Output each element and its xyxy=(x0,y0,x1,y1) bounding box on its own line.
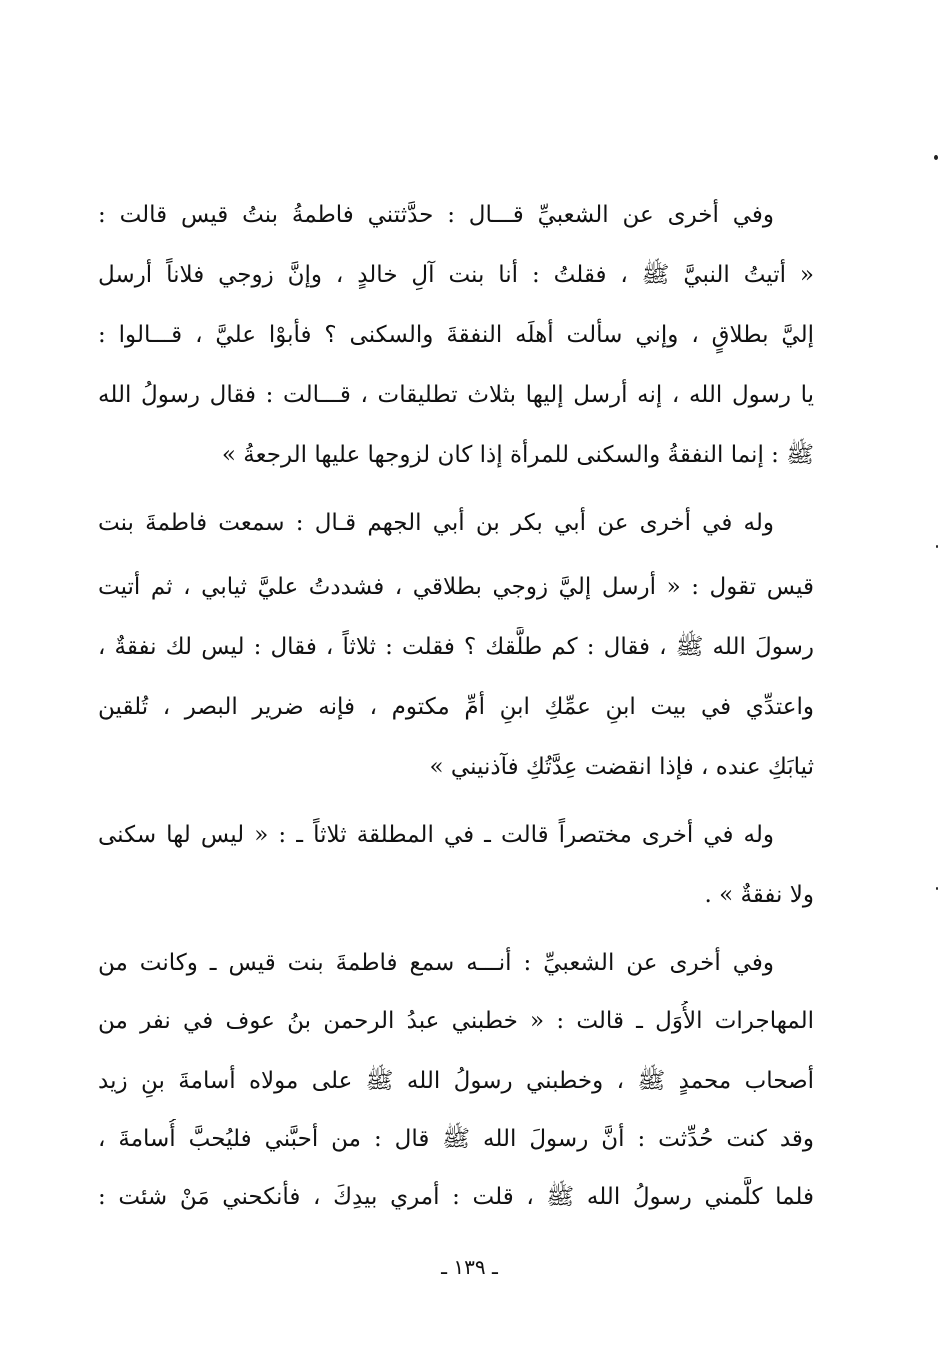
paragraph-1 xyxy=(98,195,814,475)
text-line: « أتيتُ النبيَّ ﷺ ، فقلتُ : أنا بنت آلِ خالدٍ ، وإنَّ زوجي فلاناً أرسل xyxy=(98,262,814,288)
text-line: المهاجرات الأُوَل ـ قالت : « خطبني عبدُ الرحمن بنُ عوف في نفر من xyxy=(98,1008,814,1034)
text-line: وفي أخرى عن الشعبيِّ قـــال : حدَّثتني فاطمةُ بنتُ قيس قالت : xyxy=(98,202,774,228)
text-line: يا رسول الله ، إنه أرسل إليها بثلاث تطليقات ، قـــالت : فقال رسولُ الله xyxy=(98,382,814,408)
text-line: ثيابَكِ عنده ، فإذا انقضت عِدَّتُكِ فآذنيني » xyxy=(429,754,814,780)
text-line: وله في أخرى مختصراً قالت ـ في المطلقة ثلاثاً ـ : « ليس لها سكنى xyxy=(98,822,774,848)
paragraph-3 xyxy=(98,815,814,925)
paragraph-2 xyxy=(98,503,814,793)
text-line: إليَّ بطلاقٍ ، وإني سألت أهلَه النفقةَ والسكنى ؟ فأبوْا عليَّ ، قـــالوا : xyxy=(98,322,814,348)
text-line: واعتدِّي في بيت ابنِ عمِّكِ ابنِ أمِّ مكتوم ، فإنه ضرير البصر ، تُلقين xyxy=(98,694,814,720)
scan-speck xyxy=(934,155,938,160)
text-line: وقد كنت حُدِّثت : أنَّ رسولَ الله ﷺ قال : من أحبَّني فليُحبَّ أُسامةَ ، xyxy=(98,1126,814,1152)
scan-speck xyxy=(936,545,938,548)
text-line: وله في أخرى عن أبي بكر بن أبي الجهم قـال : سمعت فاطمةَ بنت xyxy=(98,510,774,536)
scan-speck xyxy=(936,887,938,890)
text-line: رسولَ الله ﷺ ، فقال : كم طلَّقك ؟ فقلت : ثلاثاً ، فقال : ليس لك نفقةٌ ، xyxy=(98,634,814,660)
text-line: ﷺ : إنما النفقةُ والسكنى للمرأة إذا كان لزوجها عليها الرجعةُ » xyxy=(221,442,814,468)
text-line: أصحاب محمدٍ ﷺ ، وخطبني رسولُ الله ﷺ على مولاه أسامةَ بنِ زيد xyxy=(98,1068,814,1094)
text-line: ولا نفقةٌ » . xyxy=(704,882,814,908)
text-line: قيس تقول : « أرسل إليَّ زوجي بطلاقي ، فشددتُ عليَّ ثيابي ، ثم أتيت xyxy=(98,574,814,600)
text-line: وفي أخرى عن الشعبيِّ : أنـــه سمع فاطمةَ بنت قيس ـ وكانت من xyxy=(98,950,774,976)
text-line: فلما كلَّمني رسولُ الله ﷺ ، قلت : أمري بيدِكَ ، فأنكحني مَنْ شئت : xyxy=(98,1184,814,1210)
paragraph-4 xyxy=(98,943,814,1233)
page-number: ـ ١٣٩ ـ xyxy=(441,1255,498,1279)
